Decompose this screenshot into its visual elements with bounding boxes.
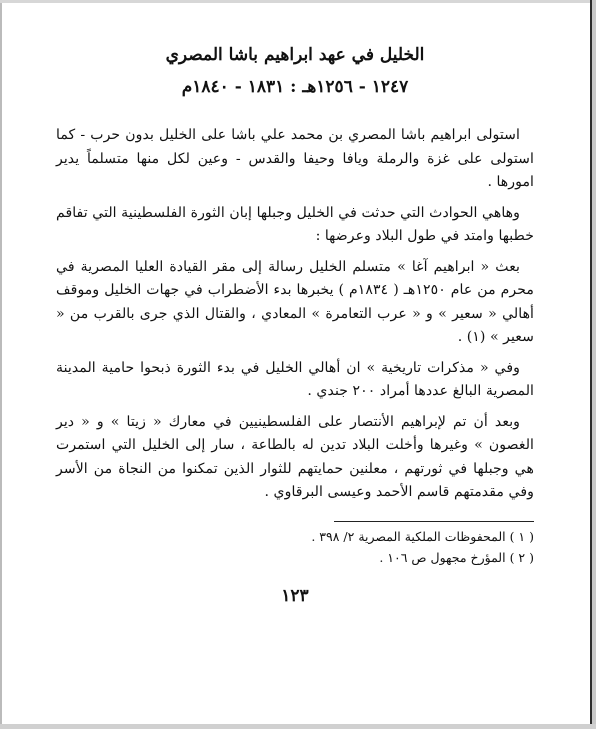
chapter-title: الخليل في عهد ابراهيم باشا المصري [165, 45, 425, 65]
top-edge [0, 0, 596, 3]
page-number: ١٢٣ [281, 585, 309, 606]
paragraph-4: وفي « مذكرات تاريخية » ان أهالي الخليل في بدء الثورة ذبحوا حامية المدينة المصرية البالغ عددها أمراد ٢٠٠ جندي . [56, 359, 534, 399]
footnote-2: ( ٢ ) المؤرخ مجهول ص ١٠٦ . [379, 549, 534, 565]
paragraph-5: وبعد أن تم لإبراهيم الأنتصار على الفلسطينيين في معارك « زيتا » و « دير الغصون » وغيرها وأخلت البلاد تدين له بالطاعة ، سار إلى الخليل التي استمرت هي وجبلها في ثورتهم ، معلنين حمايتهم للثوار الذين تمكنوا من النجاة من الأسر وفي مقدمتهم قاسم الأحمد وعيسى البرقاوي . [56, 413, 534, 500]
chapter-dates: ١٢٤٧ - ١٢٥٦هـ : ١٨٣١ - ١٨٤٠م [181, 77, 409, 97]
right-edge [592, 0, 596, 729]
footnote-divider [334, 521, 534, 522]
paragraph-1: استولى ابراهيم باشا المصري بن محمد علي باشا على الخليل بدون حرب - كما استولى على غزة والرملة ويافا وحيفا والقدس - وعين لكل منها متسلماً يدير امورها . [56, 127, 534, 190]
paragraph-2: وهاهي الحوادث التي حدثت في الخليل وجبلها إبان الثورة الفلسطينية التي تفاقم خطبها وامتد في طول البلاد وعرضها : [56, 204, 534, 244]
bottom-edge [0, 724, 596, 729]
body-text [56, 124, 534, 505]
paragraph-3: بعث « ابراهيم آغا » متسلم الخليل رسالة إلى مقر القيادة العليا المصرية في محرم من عام ١٢٥٠هـ ( ١٨٣٤م ) يخبرها بدء الأضطراب في جهات الخليل وموقف أهالي « سعير » و « عرب التعامرة » المعادي ، والقتال الذي جرى بالقرب من « سعير » (١) . [56, 258, 534, 345]
left-edge [0, 0, 2, 729]
document-page [56, 26, 534, 606]
footnote-1: ( ١ ) المحفوظات الملكية المصرية ٢/ ٣٩٨ . [311, 528, 534, 544]
